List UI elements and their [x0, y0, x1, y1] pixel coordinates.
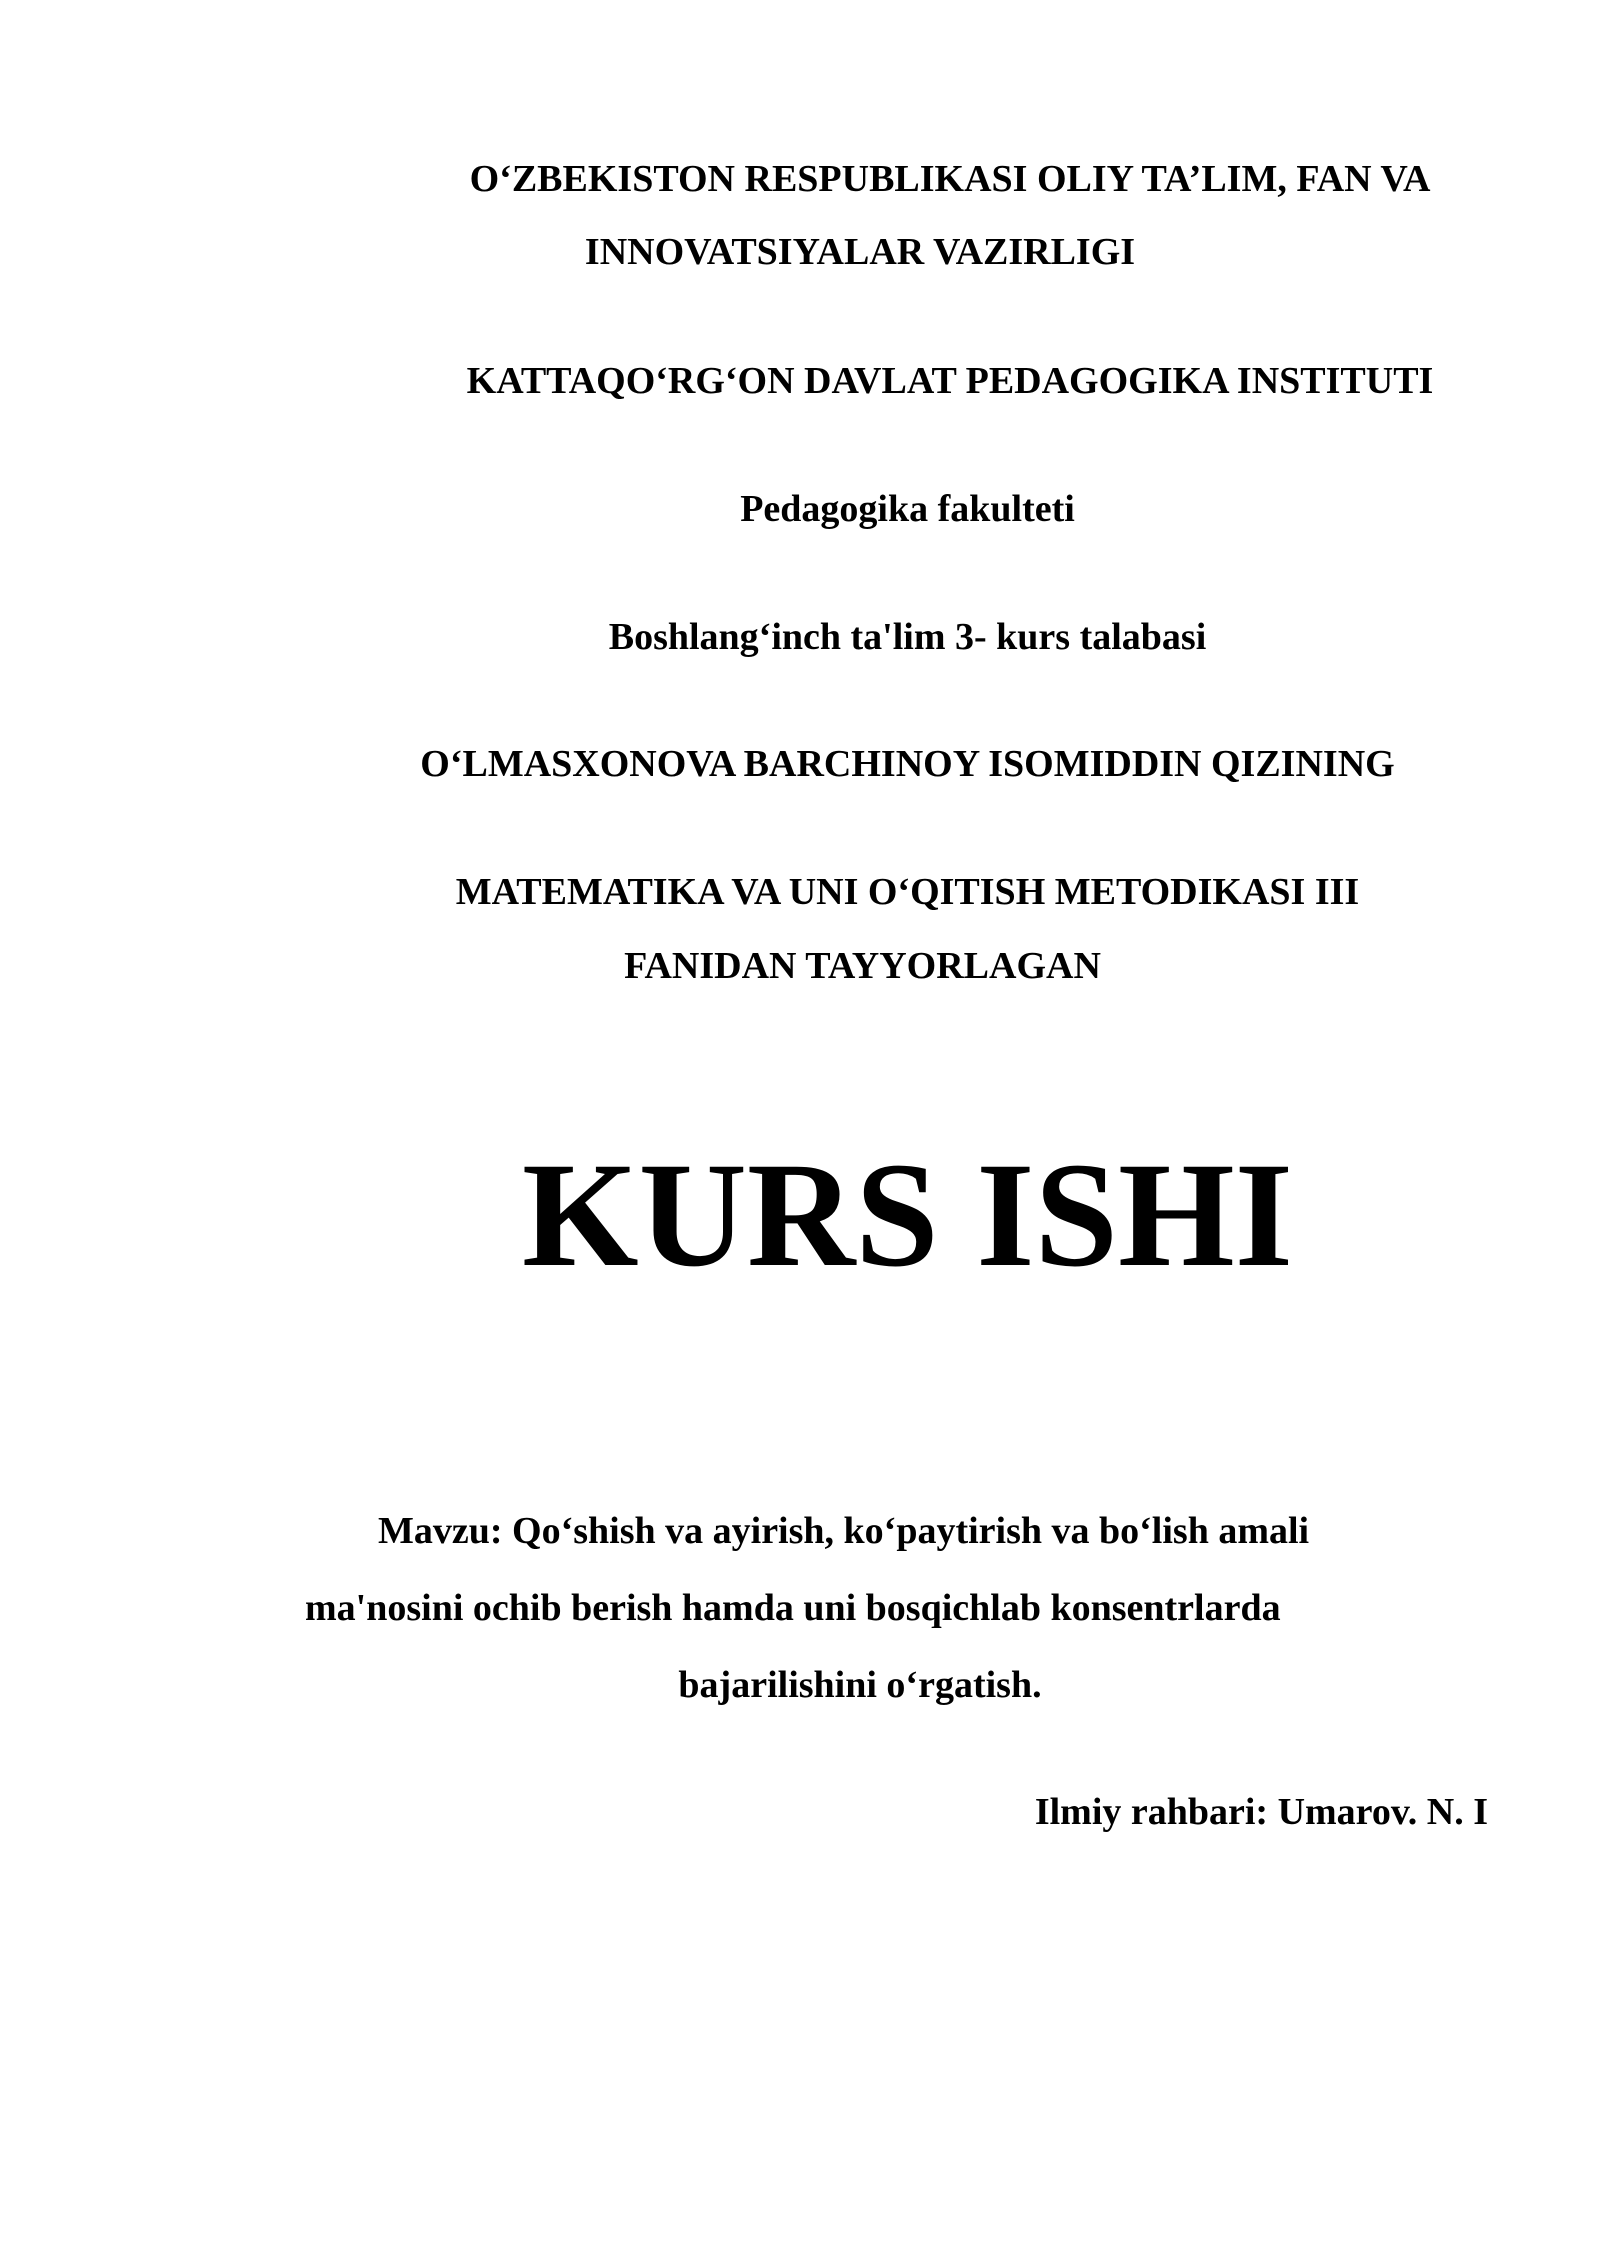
subject-line2: FANIDAN TAYYORLAGAN: [624, 945, 1101, 987]
faculty-name: Pedagogika fakulteti: [740, 488, 1075, 530]
supervisor: Ilmiy rahbari: Umarov. N. I: [1034, 1791, 1488, 1833]
student-name: O‘LMASXONOVA BARCHINOY ISOMIDDIN QIZINING: [420, 743, 1395, 785]
ministry-title-line2: INNOVATSIYALAR VAZIRLIGI: [584, 231, 1136, 273]
topic-line1: Mavzu: Qo‘shish va ayirish, ko‘paytirish va bo‘lish amali: [378, 1510, 1310, 1552]
ministry-title-line1: O‘ZBEKISTON RESPUBLIKASI OLIY TA’LIM, FAN VA: [469, 158, 1431, 200]
document-type-title: KURS ISHI: [521, 1132, 1294, 1298]
subject-line1: MATEMATIKA VA UNI O‘QITISH METODIKASI III: [455, 871, 1360, 913]
topic-line2: ma'nosini ochib berish hamda uni bosqichlab konsentrlarda: [305, 1587, 1281, 1629]
topic-line3: bajarilishini o‘rgatish.: [678, 1664, 1042, 1706]
student-info: Boshlang‘inch ta'lim 3- kurs talabasi: [608, 616, 1207, 658]
institute-name: KATTAQO‘RG‘ON DAVLAT PEDAGOGIKA INSTITUTI: [466, 360, 1434, 402]
